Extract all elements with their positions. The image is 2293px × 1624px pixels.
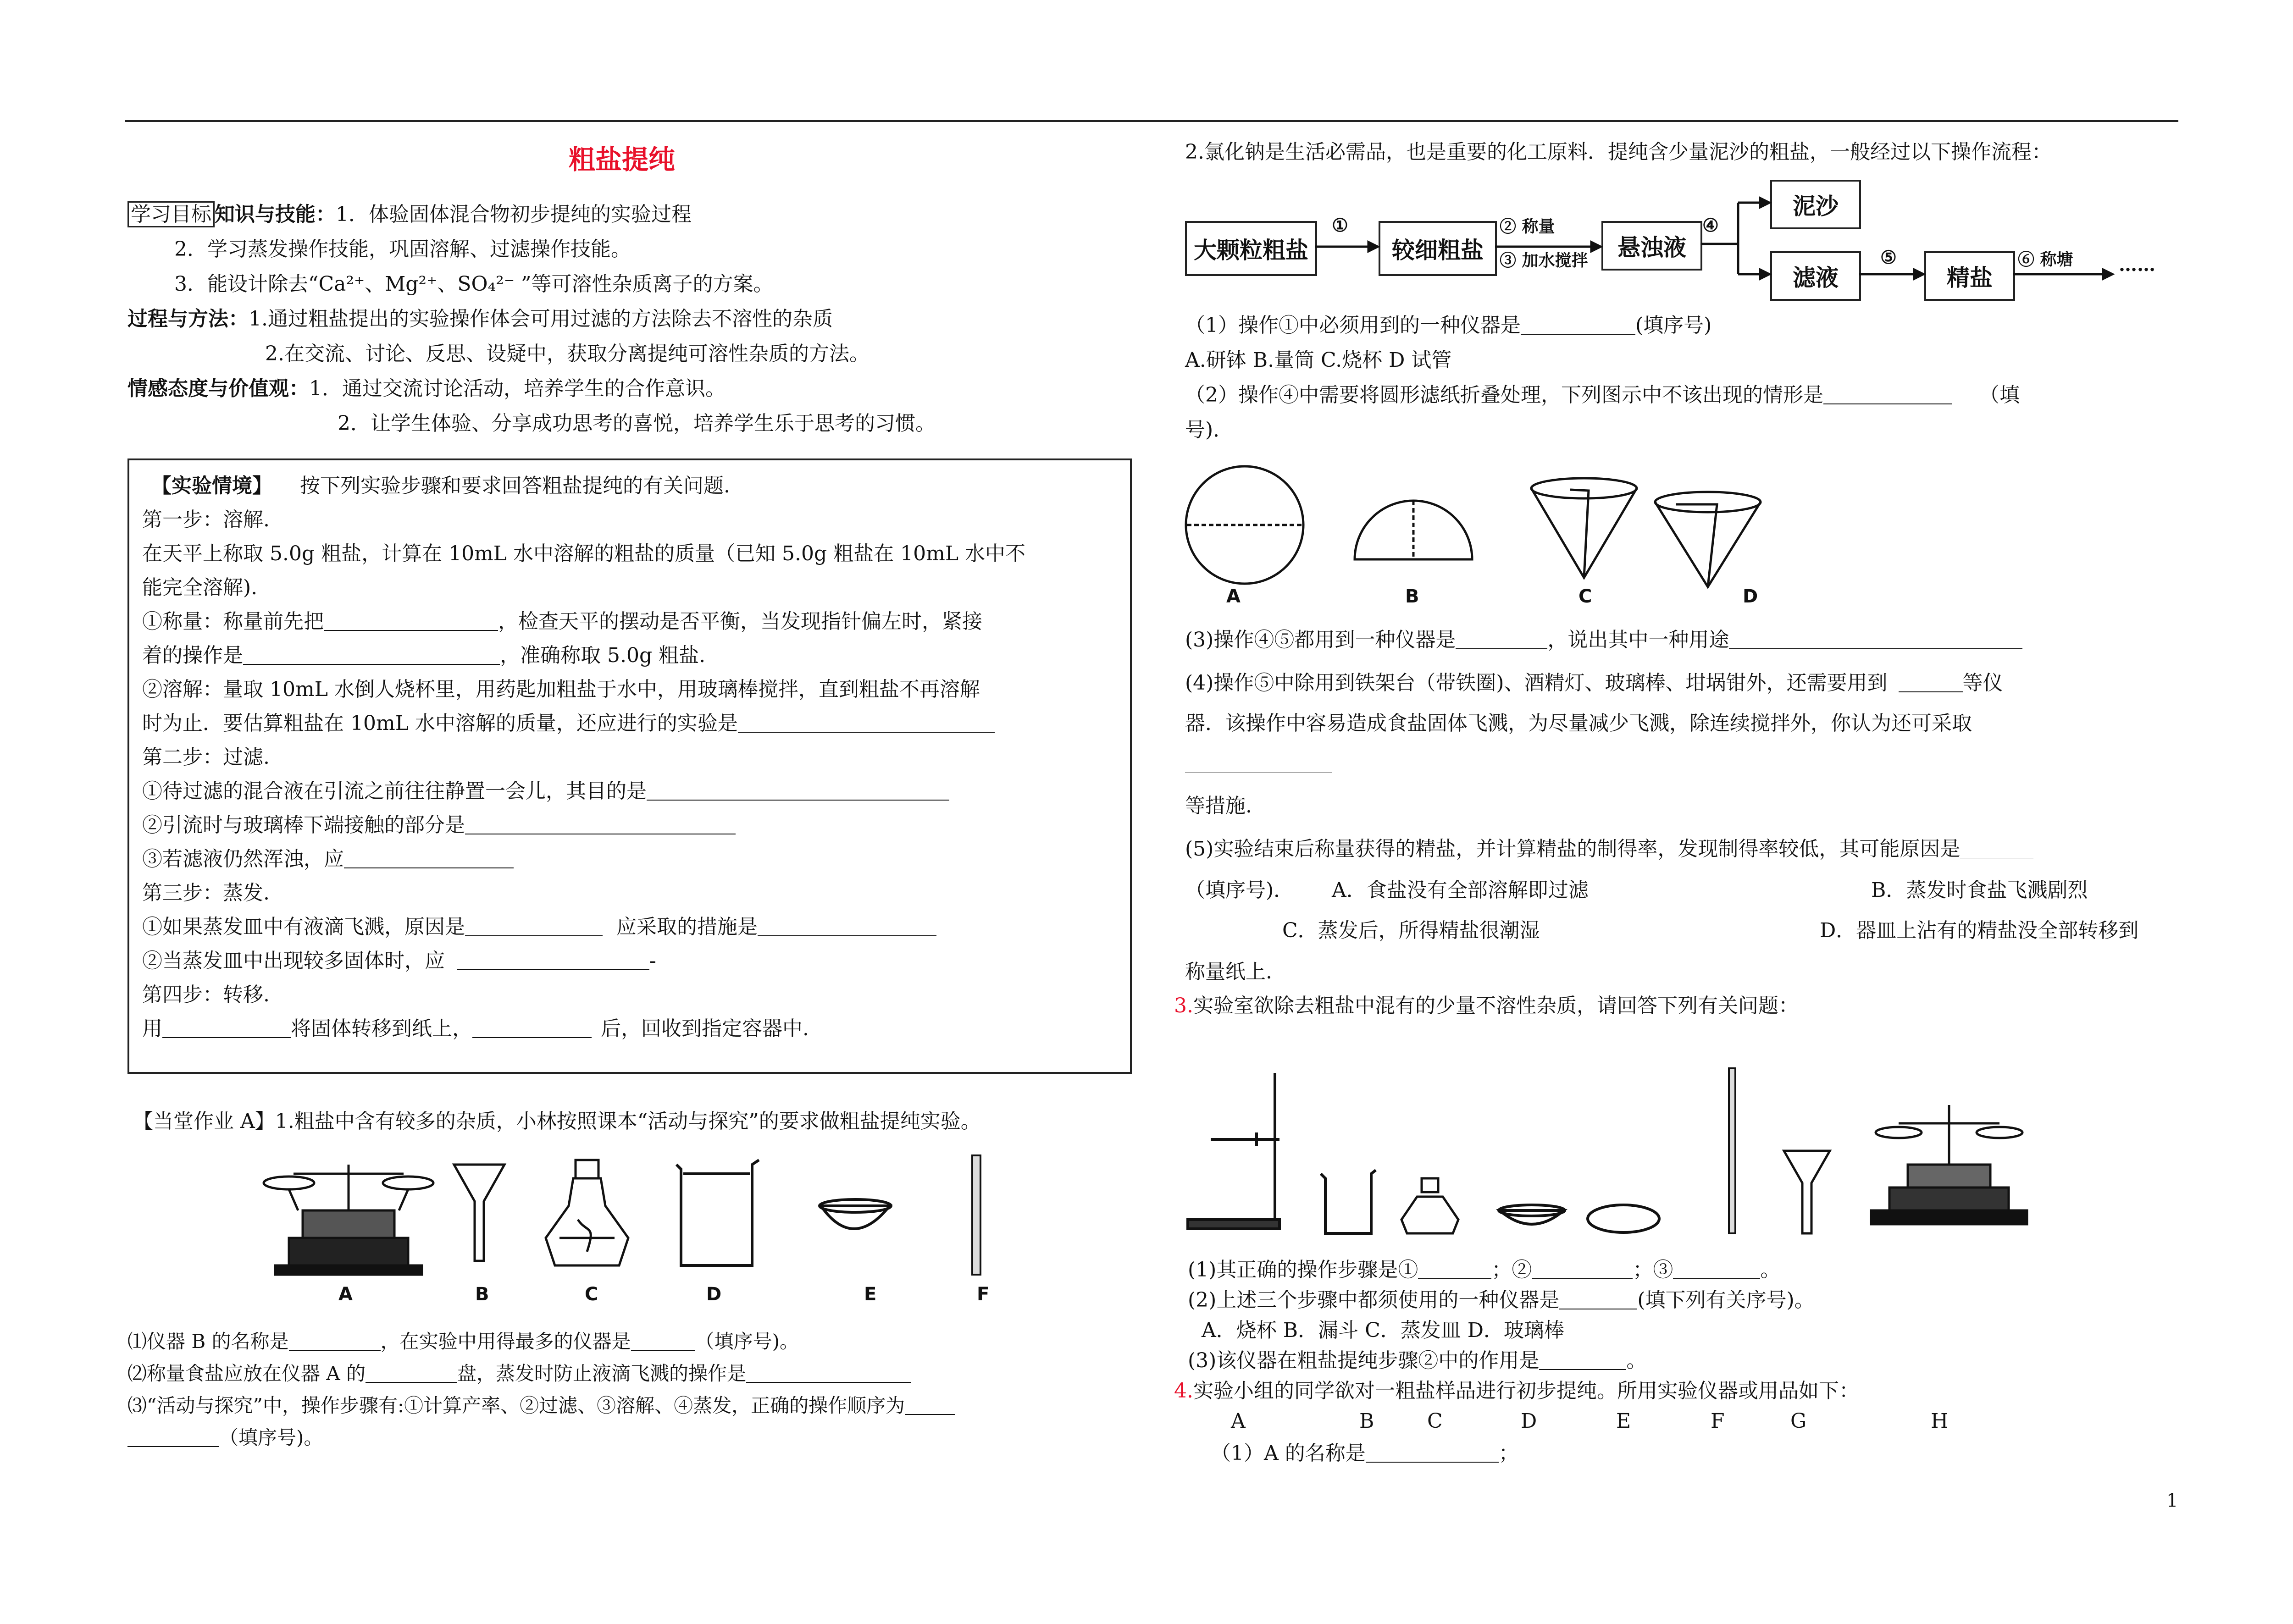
q2-a5-option-b: B．蒸发时食盐飞溅剧烈 — [1871, 878, 2088, 902]
q2-a4-text-a: (4)操作⑤中除用到铁架台（带铁圈)、酒精灯、玻璃棒、坩埚钳外，还需要用到 — [1185, 671, 1888, 695]
hw-q2-text-a: ⑵称量食盐应放在仪器 A 的 — [127, 1362, 366, 1385]
situation-head: 【实验情境】 — [151, 474, 272, 497]
q2-a5-line-2: （填序号)． — [1185, 878, 1294, 902]
step-1-heading: 第一步：溶解. — [142, 508, 270, 531]
paper-label-c: C — [1579, 586, 1592, 607]
q4-c1 — [1211, 1440, 1519, 1467]
answer-blank[interactable] — [1539, 1348, 1626, 1370]
q2-a5-text-a: (5)实验结束后称量获得的精盐，并计算精盐的制得率，发现制得率较低，其可能原因是 — [1185, 837, 1961, 861]
flow-op-3: ③ 加水搅拌 — [1500, 251, 1588, 270]
answer-blank[interactable] — [647, 779, 949, 801]
q2-a2-text: （2）操作④中需要将圆形滤纸折叠处理，下列图示中不该出现的情形是 — [1185, 383, 1823, 407]
q2-a3-text-b: ，说出其中一种用途 — [1547, 628, 1729, 652]
answer-blank[interactable] — [1456, 627, 1547, 649]
q2-a2-cont: 号)． — [1185, 418, 1234, 442]
situation-intro: 按下列实验步骤和要求回答粗盐提纯的有关问题. — [300, 474, 730, 497]
q4-label-a: A — [1231, 1409, 1246, 1433]
flow-op-5: ⑤ — [1880, 247, 1897, 268]
q4-c1-text-b: ； — [1498, 1442, 1519, 1465]
evap-text-a: ①如果蒸发皿中有液滴飞溅，原因是 — [142, 915, 465, 939]
answer-blank[interactable] — [1729, 627, 2022, 649]
weigh-text-c: 着的操作是 — [142, 644, 243, 667]
alcohol-lamp-icon — [546, 1160, 628, 1265]
step-3-heading: 第三步：蒸发. — [142, 881, 270, 905]
filter-line-1 — [142, 778, 949, 805]
process-head: 过程与方法： — [127, 307, 249, 331]
q2-a4-line-2: 器．该操作中容易造成食盐固体飞溅，为尽量减少飞溅，除连续搅拌外，你认为还可采取 — [1185, 712, 1972, 735]
q3-b1 — [1188, 1256, 1780, 1284]
knowledge-item-2: 2．学习蒸发操作技能，巩固溶解、过滤操作技能。 — [174, 238, 631, 261]
homework-q1 — [127, 1328, 799, 1355]
evap-text-c: ②当蒸发皿中出现较多固体时，应 — [142, 949, 445, 972]
evap-text-b: 应采取的措施是 — [616, 915, 758, 939]
q4-label-c: C — [1427, 1409, 1443, 1433]
q3-b1-text-a: (1)其正确的操作步骤是① — [1188, 1258, 1418, 1282]
hw-q2-text-b: 盘，蒸发时防止液滴飞溅的操作是 — [457, 1362, 747, 1385]
emotion-item-2: 2．让学生体验、分享成功思考的喜悦，培养学生乐于思考的习惯。 — [338, 412, 936, 435]
apparatus-label-b: B — [475, 1284, 489, 1305]
q4-label-g: G — [1790, 1409, 1807, 1433]
filter-paper-c-icon — [1531, 478, 1637, 578]
evap-line-1 — [142, 913, 936, 941]
apparatus-label-c: C — [585, 1284, 598, 1305]
weigh-line-2 — [142, 642, 705, 669]
q2-a2-end: （填 — [1979, 383, 2020, 407]
step-4-heading: 第四步：转移. — [142, 983, 270, 1006]
answer-blank[interactable] — [738, 711, 995, 733]
beaker-icon — [1321, 1170, 1376, 1233]
answer-blank[interactable] — [1899, 670, 1963, 692]
flow-box-coarse-salt: 大颗粒粗盐 — [1185, 221, 1317, 276]
q4-label-f: F — [1711, 1409, 1725, 1433]
answer-blank[interactable] — [324, 609, 498, 631]
q4-c1-text-a: （1）A 的名称是 — [1211, 1442, 1366, 1465]
answer-blank[interactable] — [1559, 1287, 1637, 1309]
weigh-text-d: ，准确称取 5.0g 粗盐. — [500, 644, 706, 667]
answer-blank[interactable] — [758, 914, 936, 936]
q3-b3 — [1188, 1347, 1646, 1375]
apparatus-label-f: F — [977, 1284, 990, 1305]
q2-a1-options: A.研钵 B.量筒 C.烧杯 D 试管 — [1185, 348, 1452, 372]
filter-text-3: ③若滤液仍然浑浊，应 — [142, 847, 344, 871]
homework-intro: 【当堂作业 A】1.粗盐中含有较多的杂质，小林按照课本“活动与探究”的要求做粗盐提纯实验。 — [133, 1110, 981, 1133]
page-title: 粗盐提纯 — [569, 144, 676, 175]
answer-blank[interactable] — [1532, 1257, 1633, 1279]
weigh-text-b: ，检查天平的摆动是否平衡，当发现指针偏左时，紧接 — [498, 610, 982, 633]
move-text-b: 将固体转移到纸上， — [291, 1017, 472, 1040]
emotion-line-1 — [127, 375, 726, 403]
alcohol-lamp-icon — [1401, 1178, 1458, 1233]
answer-blank[interactable] — [1366, 1441, 1499, 1463]
goals-badge: 学习目标 — [127, 201, 215, 227]
flow-box-fine-salt: 较细粗盐 — [1379, 221, 1497, 276]
answer-blank[interactable] — [243, 643, 500, 665]
filter-text-1: ①待过滤的混合液在引流之前往往静置一会儿，其目的是 — [142, 779, 647, 803]
apparatus-label-d: D — [706, 1284, 722, 1305]
hw-q1-text-a: ⑴仪器 B 的名称是 — [127, 1330, 289, 1353]
move-text-a: 用 — [142, 1017, 162, 1040]
hw-q3-text-a: ⑶“活动与探究”中，操作步骤有:①计算产率、②过滤、③溶解、④蒸发，正确的操作顺序为 — [127, 1394, 905, 1417]
answer-blank[interactable] — [162, 1016, 291, 1038]
q3-b2-options: A．烧杯 B．漏斗 C．蒸发皿 D．玻璃棒 — [1202, 1319, 1565, 1342]
q4-label-d: D — [1521, 1409, 1537, 1433]
knowledge-item-1: 1．体验固体混合物初步提纯的实验过程 — [336, 203, 692, 226]
hw-q1-text-c: （填序号)。 — [695, 1330, 799, 1353]
q3-number: 3. — [1174, 994, 1193, 1017]
answer-blank[interactable] — [1418, 1257, 1491, 1279]
q4-label-h: H — [1931, 1409, 1949, 1433]
flow-arrows — [0, 0, 2293, 367]
evap-dash: - — [649, 949, 656, 972]
q2-a1-end: (填序号) — [1635, 314, 1712, 337]
q2-a3 — [1185, 626, 2022, 654]
funnel-icon — [1784, 1151, 1830, 1233]
q2-a4-line-4: 等措施. — [1185, 794, 1252, 818]
dissolve-line-1: ②溶解：量取 10mL 水倒人烧杯里，用药匙加粗盐于水中，用玻璃棒搅拌，直到粗盐不再溶解 — [142, 678, 980, 701]
flow-op-1: ① — [1332, 215, 1348, 236]
flow-box-filtrate: 滤液 — [1770, 251, 1861, 301]
answer-blank[interactable] — [472, 1016, 592, 1038]
paper-label-d: D — [1743, 586, 1758, 607]
filter-paper-d-icon — [1655, 492, 1761, 587]
filter-text-2: ②引流时与玻璃棒下端接触的部分是 — [142, 813, 465, 837]
q3-intro-line — [1174, 992, 1799, 1020]
apparatus-label-a: A — [338, 1284, 353, 1305]
q2-a4 — [1185, 669, 2003, 697]
flow-box-sand: 泥沙 — [1770, 180, 1861, 229]
homework-q3 — [127, 1392, 955, 1420]
q2-a5-option-c: C．蒸发后，所得精盐很潮湿 — [1282, 919, 1540, 942]
flow-box-refined-salt: 精盐 — [1924, 251, 2015, 301]
weigh-line-1 — [142, 608, 982, 635]
q2-a5 — [1185, 835, 2033, 863]
q3-b1-text-b: ；② — [1491, 1258, 1532, 1282]
hw-q1-text-b: ，在实验中用得最多的仪器是 — [380, 1330, 631, 1353]
weigh-text-a: ①称量：称量前先把 — [142, 610, 324, 633]
answer-blank[interactable] — [1823, 382, 1952, 404]
filter-paper-illustration — [1185, 463, 1781, 587]
q2-a5-option-a: A．食盐没有全部溶解即过滤 — [1332, 878, 1589, 902]
paper-label-a: A — [1226, 586, 1241, 607]
flow-op-2: ② 称量 — [1500, 217, 1555, 236]
knowledge-head: 知识与技能： — [215, 203, 336, 226]
answer-blank[interactable] — [1960, 837, 2033, 858]
step-1-text-a: 在天平上称取 5.0g 粗盐，计算在 10mL 水中溶解的粗盐的质量（已知 5.0g 粗盐在 10mL 水中不 — [142, 542, 1026, 565]
funnel-icon — [454, 1165, 504, 1261]
q4-intro-line — [1174, 1377, 1859, 1405]
q4-label-b: B — [1359, 1409, 1374, 1433]
step-2-heading: 第二步：过滤. — [142, 746, 270, 769]
balance-icon — [264, 1165, 433, 1275]
evaporating-dish-icon — [820, 1199, 891, 1229]
dissolve-text: 时为止．要估算粗盐在 10mL 水中溶解的质量，还应进行的实验是 — [142, 712, 738, 735]
answer-blank[interactable] — [127, 1425, 219, 1447]
q2-a1-text: （1）操作①中必须用到的一种仪器是 — [1185, 314, 1521, 337]
q4-label-e: E — [1616, 1409, 1631, 1433]
homework-q2 — [127, 1360, 911, 1387]
q3-b1-text-c: ；③ — [1633, 1258, 1673, 1282]
filter-line-2 — [142, 812, 736, 839]
filter-line-3 — [142, 845, 514, 873]
homework-q3-cont — [127, 1424, 323, 1452]
balance-icon — [1871, 1105, 2027, 1224]
q3-b2 — [1188, 1287, 1815, 1314]
apparatus-illustration-right — [1183, 1064, 2100, 1247]
flow-ellipsis: …… — [2119, 254, 2155, 276]
q2-a5-line-4: 称量纸上. — [1185, 960, 1272, 983]
paper-label-b: B — [1405, 586, 1419, 607]
q2-a1 — [1185, 312, 1711, 339]
process-item-1: 1.通过粗盐提出的实验操作体会可用过滤的方法除去不溶性的杂质 — [249, 307, 833, 331]
move-line — [142, 1015, 809, 1043]
knowledge-item-3: 3．能设计除去“Ca²⁺、Mg²⁺、SO₄²⁻ ”等可溶性杂质离子的方案。 — [174, 272, 774, 296]
q2-a5-option-d: D．器皿上沾有的精盐没全部转移到 — [1820, 919, 2139, 942]
q2-a3-text-a: (3)操作④⑤都用到一种仪器是 — [1185, 628, 1456, 652]
step-1-text-b: 能完全溶解). — [142, 576, 258, 599]
q4-number: 4. — [1174, 1379, 1193, 1403]
move-text-c: 后，回收到指定容器中. — [601, 1017, 809, 1040]
watch-glass-icon — [1588, 1205, 1659, 1232]
beaker-icon — [676, 1160, 759, 1265]
flow-op-6: ⑥ 称塘 — [2018, 250, 2073, 269]
answer-blank[interactable] — [1521, 313, 1635, 335]
answer-blank[interactable] — [1185, 751, 1332, 773]
answer-blank[interactable] — [905, 1393, 955, 1415]
answer-blank[interactable] — [457, 948, 649, 970]
q2-intro: 2.氯化钠是生活必需品，也是重要的化工原料．提纯含少量泥沙的粗盐，一般经过以下操作流程： — [1185, 140, 2052, 164]
emotion-head: 情感态度与价值观： — [127, 377, 309, 400]
q4-intro: 实验小组的同学欲对一粗盐样品进行初步提纯。所用实验仪器或用品如下： — [1193, 1379, 1859, 1403]
answer-blank[interactable] — [631, 1329, 695, 1351]
answer-blank[interactable] — [344, 846, 514, 868]
evaporating-dish-icon — [1499, 1205, 1565, 1224]
glass-rod-icon — [1729, 1068, 1735, 1233]
page-number: 1 — [2166, 1490, 2178, 1511]
answer-blank[interactable] — [746, 1361, 911, 1383]
iron-stand-icon — [1188, 1073, 1279, 1229]
q3-b2-text-b: (填下列有关序号)。 — [1637, 1288, 1815, 1312]
situation-intro-line — [151, 472, 730, 500]
flow-box-suspension: 悬浊液 — [1601, 221, 1702, 271]
q3-intro: 实验室欲除去粗盐中混有的少量不溶性杂质，请回答下列有关问题： — [1193, 994, 1799, 1017]
process-item-2: 2.在交流、讨论、反思、设疑中，获取分离提纯可溶性杂质的方法。 — [265, 342, 870, 365]
emotion-item-1: 1．通过交流讨论活动，培养学生的合作意识。 — [309, 377, 726, 400]
answer-blank[interactable] — [1673, 1257, 1760, 1279]
q3-b1-text-d: 。 — [1760, 1258, 1781, 1282]
q2-a2 — [1185, 381, 2020, 409]
flow-op-4: ④ — [1702, 215, 1719, 236]
answer-blank[interactable] — [289, 1329, 381, 1351]
answer-blank[interactable] — [465, 914, 603, 936]
dissolve-line-2 — [142, 710, 995, 737]
answer-blank[interactable] — [465, 812, 736, 834]
q2-a4-text-b: 等仪 — [1962, 671, 2003, 695]
q3-b3-text-b: 。 — [1626, 1349, 1647, 1372]
q3-b2-text-a: (2)上述三个步骤中都须使用的一种仪器是 — [1188, 1288, 1560, 1312]
glass-rod-icon — [972, 1155, 980, 1275]
answer-blank[interactable] — [366, 1361, 457, 1383]
apparatus-illustration-left — [257, 1146, 1036, 1293]
q3-b3-text-a: (3)该仪器在粗盐提纯步骤②中的作用是 — [1188, 1349, 1540, 1372]
evap-line-2 — [142, 947, 656, 975]
q2-a4-line-3 — [1185, 750, 1332, 778]
apparatus-label-e: E — [864, 1284, 877, 1305]
hw-q3-text-b: （填序号)。 — [219, 1426, 323, 1449]
